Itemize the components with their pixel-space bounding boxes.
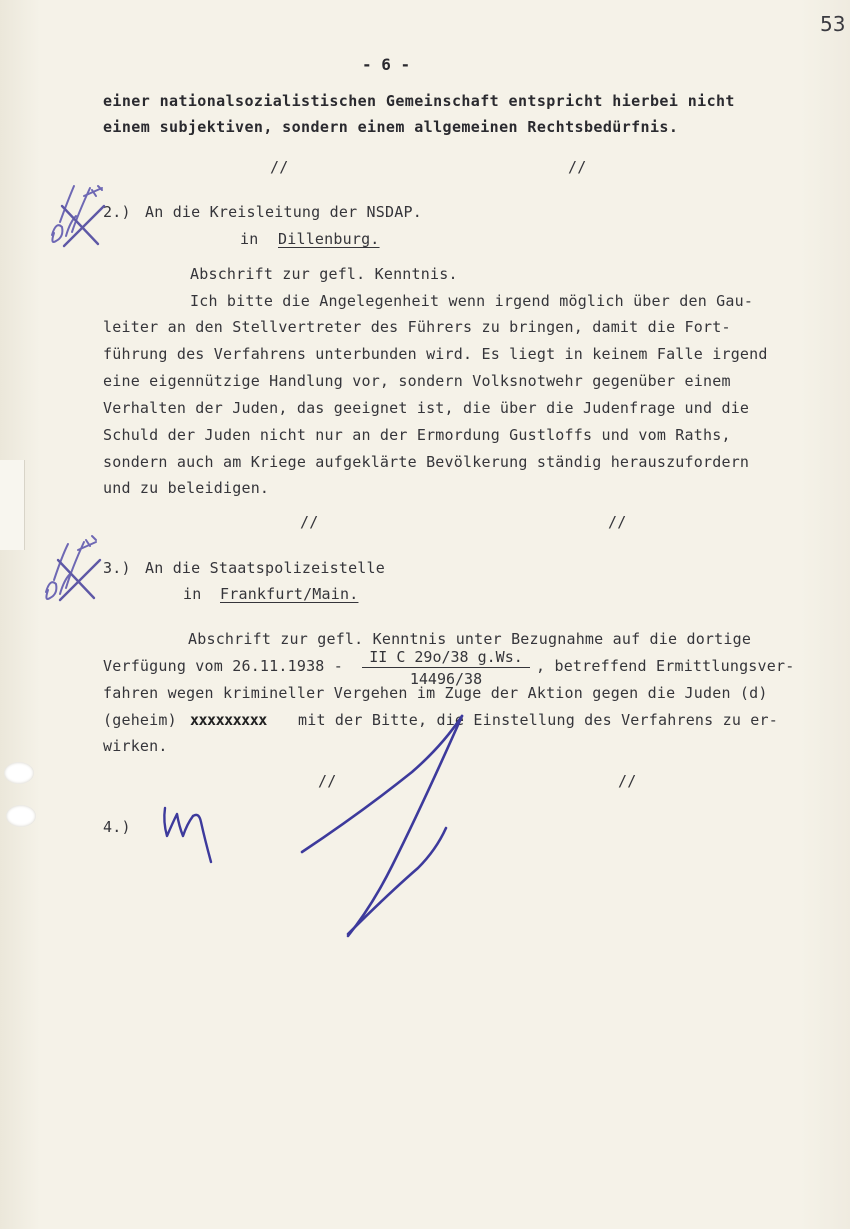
separator-mark: // [318,772,337,790]
paper-edge-tab [0,460,25,550]
struck-out-word: xxxxxxxxx [190,711,267,729]
page-marker: - 6 - [362,55,411,74]
punch-hole-top [4,762,34,784]
section-3-line-2-start: Verfügung vom 26.11.1938 - [103,657,343,675]
blue-ink-checkmark [302,716,462,936]
reference-fraction [362,648,530,688]
section-2-body-line: sondern auch am Kriege aufgeklärte Bevölkerung ständig herauszufordern [103,453,750,471]
section-2-body-line: Verhalten der Juden, das geeignet ist, die über die Judenfrage und die [103,399,750,417]
section-4-number: 4.) [103,818,131,836]
section-3-place: Frankfurt/Main. [220,585,359,603]
separator-mark: // [618,772,637,790]
section-2-body-line: leiter an den Stellvertreter des Führers zu bringen, damit die Fort- [103,318,731,336]
section-3-line-1: Abschrift zur gefl. Kenntnis unter Bezugnahme auf die dortige [188,630,752,648]
section-2-number: 2.) [103,203,131,221]
reference-denominator: 14496/38 [409,670,483,688]
handwritten-wv-note [164,808,211,862]
continuation-line-2: einem subjektiven, sondern einem allgemeinen Rechtsbedürfnis. [103,118,679,136]
punch-hole-bottom [6,805,36,827]
margin-note-gef-h-section-2 [52,186,104,246]
reference-numerator: II C 29o/38 g.Ws. [369,648,523,666]
sheet-number: 53 [820,12,846,36]
separator-mark: // [608,513,627,531]
section-3-line-5: wirken. [103,737,168,755]
section-3-number: 3.) [103,559,131,577]
section-2-copy-note: Abschrift zur gefl. Kenntnis. [190,265,458,283]
section-2-body-line: und zu beleidigen. [103,479,270,497]
separator-mark: // [568,158,587,176]
section-2-recipient: An die Kreisleitung der NSDAP. [145,203,422,221]
section-2-in: in [240,230,259,248]
section-2-body-line: Ich bitte die Angelegenheit wenn irgend möglich über den Gau- [190,292,754,310]
section-2-body-line: Schuld der Juden nicht nur an der Ermordung Gustloffs und vom Raths, [103,426,731,444]
section-3-line-2-end: , betreffend Ermittlungsver- [536,657,795,675]
section-3-line-3: fahren wegen krimineller Vergehen im Zuge der Aktion gegen die Juden (d) [103,684,768,702]
continuation-line-1: einer nationalsozialistischen Gemeinschaft entspricht hierbei nicht [103,92,735,110]
section-2-body-line: führung des Verfahrens unterbunden wird. Es liegt in keinem Falle irgend [103,345,768,363]
section-2-place: Dillenburg. [278,230,380,248]
section-3-line-4-start: (geheim) [103,711,177,729]
margin-note-gef-h-section-3 [46,536,100,600]
fraction-bar [362,667,530,668]
section-2-body-line: eine eigennützige Handlung vor, sondern Volksnotwehr gegenüber einem [103,372,731,390]
separator-mark: // [270,158,289,176]
section-3-recipient: An die Staatspolizeistelle [145,559,385,577]
separator-mark: // [300,513,319,531]
section-3-line-4-end: mit der Bitte, die Einstellung des Verfahrens zu er- [298,711,778,729]
section-3-in: in [183,585,202,603]
